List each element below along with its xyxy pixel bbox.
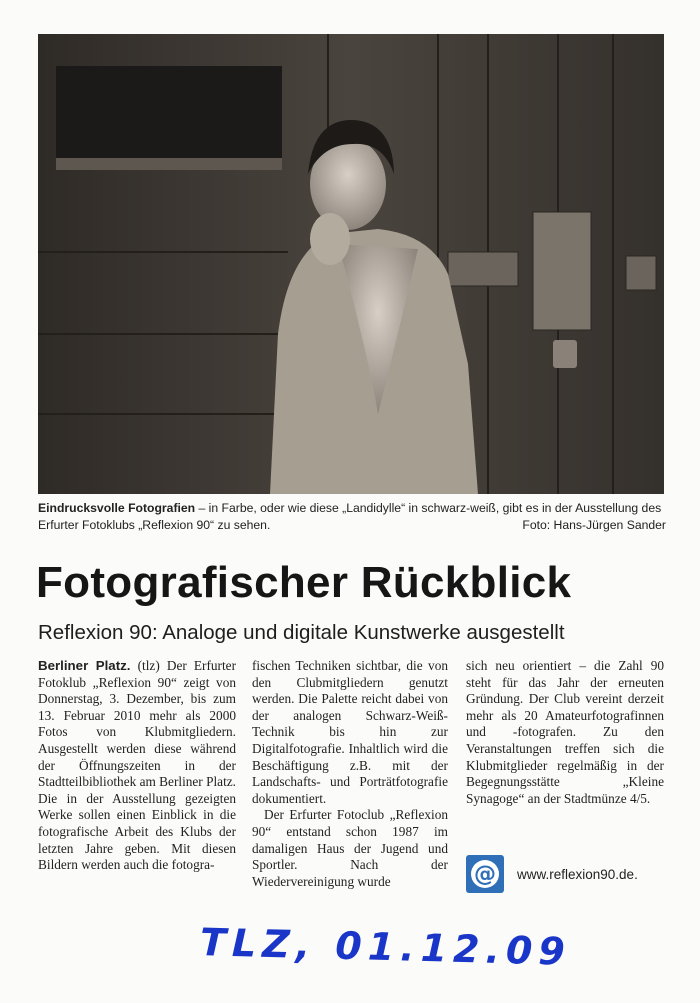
website-link-block[interactable]: [466, 854, 666, 894]
photo-credit: Foto: Hans-Jürgen Sander: [522, 518, 666, 532]
column-1-text: (tlz) Der Erfurter Fotoklub „Reflexion 90“ zeigt von Donnerstag, 3. Dezember, bis zum 13. Februar 2010 mehr als 2000 Fotos von Klubmitgliedern. Ausgestellt werden diese während der Öffnungszeiten in der Stadtteilbibliothek am Berliner Platz. Die in der Ausstellung gezeigten Werke sollen einen Einblick in die fotografische Arbeit des Klubs der letzten Jahre geben. Mit diesen Bildern werden auch die fotogra-: [38, 658, 236, 873]
article-photo: [38, 34, 664, 494]
article-column-3: [466, 658, 664, 807]
article-dateline: Berliner Platz.: [38, 658, 131, 673]
column-2-paragraph-2: Der Erfurter Fotoclub „Reflexion 90“ entstand schon 1987 im damaligen Haus der Jugend und Sportler. Nach der Wiedervereinigung wurde: [252, 807, 448, 889]
website-url[interactable]: www.reflexion90.de.: [517, 866, 638, 882]
article-column-2: [252, 658, 448, 890]
caption-lead: Eindrucksvolle Fotografien: [38, 501, 196, 515]
at-sign-icon: @: [466, 855, 504, 893]
caption-text: – in Farbe, oder wie diese „Landidylle“ in schwarz-weiß, gibt es in der Ausstellung des Erfurter Fotoklubs „Reflexion 90“ zu sehen.: [38, 501, 662, 532]
article-subheadline: Reflexion 90: Analoge und digitale Kunstwerke ausgestellt: [38, 621, 565, 644]
article-column-1: [38, 658, 236, 874]
handwritten-date-note: TLZ, 01.12.09: [199, 920, 572, 974]
column-3-text: sich neu orientiert – die Zahl 90 steht für das Jahr der erneuten Gründung. Der Club vereint derzeit mehr als 20 Amateurfotografinnen und -fotografen. Zu den Veranstaltungen treffen sich die Klubmitglieder regelmäßig in der Begegnungsstätte „Kleine Synagoge“ an der Stadtmünze 4/5.: [466, 658, 664, 806]
article-headline: Fotografischer Rückblick: [36, 558, 572, 607]
photo-caption: [38, 500, 666, 534]
column-2-paragraph-1: fischen Techniken sichtbar, die von den Clubmitgliedern genutzt werden. Die Palette reicht dabei von der analogen Schwarz-Weiß-Technik bis hin zur Digitalfotografie. Inhaltlich wird die Beschäftigung z.B. mit der Landschafts- und Porträtfotografie dokumentiert.: [252, 658, 448, 806]
woman-at-wooden-door-photo-icon: [38, 34, 664, 494]
